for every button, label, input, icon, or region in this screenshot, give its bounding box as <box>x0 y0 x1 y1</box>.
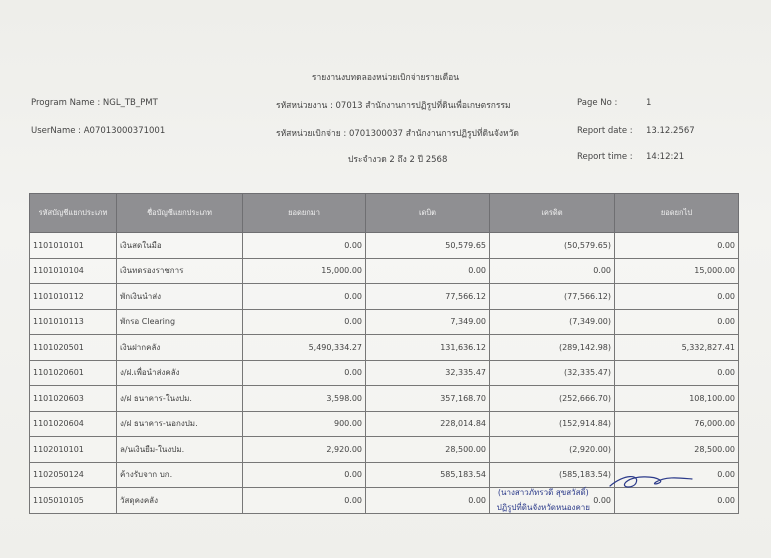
cell-account-code: 1101020601 <box>30 360 117 386</box>
page-label: Page No : <box>577 98 618 108</box>
cell-credit: 0.00 <box>490 258 615 284</box>
cell-closing: 0.00 <box>615 309 739 335</box>
cell-account-name: ง/ฝ ธนาคาร-นอกงปม. <box>117 411 243 437</box>
cell-account-name: พักรอ Clearing <box>117 309 243 335</box>
cell-account-name: เงินสดในมือ <box>117 233 243 259</box>
cell-closing: 5,332,827.41 <box>615 335 739 361</box>
table-row <box>30 258 739 284</box>
cell-debit: 50,579.65 <box>366 233 490 259</box>
report-date: 13.12.2567 <box>646 126 695 136</box>
trial-balance-table <box>29 193 739 514</box>
cell-credit: (289,142.98) <box>490 335 615 361</box>
handwritten-signature <box>606 470 696 492</box>
cell-debit: 28,500.00 <box>366 437 490 463</box>
cell-opening: 5,490,334.27 <box>243 335 366 361</box>
cell-account-code: 1105010105 <box>30 488 117 514</box>
table-row <box>30 437 739 463</box>
cell-opening: 900.00 <box>243 411 366 437</box>
table-row <box>30 309 739 335</box>
cell-credit: (32,335.47) <box>490 360 615 386</box>
user-name: UserName : A07013000371001 <box>31 126 166 136</box>
table-row <box>30 411 739 437</box>
disbursement-unit: รหัสหน่วยเบิกจ่าย : 0701300037 สำนักงานการปฏิรูปที่ดินจังหวัด <box>276 129 519 139</box>
official-stamp <box>497 485 590 515</box>
table-row <box>30 335 739 361</box>
cell-debit: 585,183.54 <box>366 462 490 488</box>
cell-account-code: 1101010113 <box>30 309 117 335</box>
cell-account-name: เงินทดรองราชการ <box>117 258 243 284</box>
cell-opening: 0.00 <box>243 233 366 259</box>
cell-closing: 28,500.00 <box>615 437 739 463</box>
page-number: 1 <box>646 98 652 108</box>
report-time-label: Report time : <box>577 152 633 162</box>
cell-account-code: 1101020501 <box>30 335 117 361</box>
header-account-name: ชื่อบัญชีแยกประเภท <box>117 194 243 233</box>
cell-account-code: 1101010112 <box>30 284 117 310</box>
cell-closing: 0.00 <box>615 233 739 259</box>
cell-account-code: 1101010104 <box>30 258 117 284</box>
cell-closing: 0.00 <box>615 462 739 488</box>
table-header-row <box>30 194 739 233</box>
cell-account-name: ง/ฝ ธนาคาร-ในงปม. <box>117 386 243 412</box>
cell-opening: 0.00 <box>243 360 366 386</box>
cell-debit: 77,566.12 <box>366 284 490 310</box>
table-row <box>30 360 739 386</box>
cell-credit <box>490 488 615 514</box>
stamp-title: ปฏิรูปที่ดินจังหวัดหนองคาย <box>496 503 590 512</box>
cell-opening: 2,920.00 <box>243 437 366 463</box>
cell-account-name: ง/ฝ.เพื่อนำส่งคลัง <box>117 360 243 386</box>
header-account-code: รหัสบัญชีแยกประเภท <box>30 194 117 233</box>
cell-account-name: วัสดุคงคลัง <box>117 488 243 514</box>
cell-debit: 131,636.12 <box>366 335 490 361</box>
cell-credit: (7,349.00) <box>490 309 615 335</box>
cell-debit: 32,335.47 <box>366 360 490 386</box>
cell-opening: 3,598.00 <box>243 386 366 412</box>
cell-closing: 76,000.00 <box>615 411 739 437</box>
cell-account-name: พักเงินนำส่ง <box>117 284 243 310</box>
cell-account-name: ค้างรับจาก บก. <box>117 462 243 488</box>
header-opening-balance: ยอดยกมา <box>243 194 366 233</box>
table-row <box>30 284 739 310</box>
report-time: 14:12:21 <box>646 152 685 162</box>
cell-credit: (585,183.54) <box>490 462 615 488</box>
cell-credit: (2,920.00) <box>490 437 615 463</box>
cell-credit-value: 0.00 <box>593 495 611 505</box>
cell-debit: 228,014.84 <box>366 411 490 437</box>
header-debit: เดบิต <box>366 194 490 233</box>
cell-opening: 0.00 <box>243 309 366 335</box>
cell-account-code: 1102010101 <box>30 437 117 463</box>
cell-debit: 0.00 <box>366 258 490 284</box>
header-credit: เครดิต <box>490 194 615 233</box>
cell-debit: 7,349.00 <box>366 309 490 335</box>
cell-account-code: 1101020604 <box>30 411 117 437</box>
cell-credit: (50,579.65) <box>490 233 615 259</box>
cell-closing: 0.00 <box>615 488 739 514</box>
cell-debit: 357,168.70 <box>366 386 490 412</box>
agency-code: รหัสหน่วยงาน : 07013 สำนักงานการปฏิรูปที่ดินเพื่อเกษตรกรรม <box>276 101 511 111</box>
report-title: รายงานงบทดลองหน่วยเบิกจ่ายรายเดือน <box>311 73 460 83</box>
report-date-label: Report date : <box>577 126 633 136</box>
cell-credit: (77,566.12) <box>490 284 615 310</box>
cell-account-name: เงินฝากคลัง <box>117 335 243 361</box>
cell-account-name: ล/นเงินยืม-ในงปม. <box>117 437 243 463</box>
table-row <box>30 233 739 259</box>
report-period: ประจำงวด 2 ถึง 2 ปี 2568 <box>348 155 448 165</box>
header-closing-balance: ยอดยกไป <box>615 194 739 233</box>
cell-account-code: 1101010101 <box>30 233 117 259</box>
cell-account-code: 1102050124 <box>30 462 117 488</box>
cell-opening: 15,000.00 <box>243 258 366 284</box>
cell-account-code: 1101020603 <box>30 386 117 412</box>
cell-debit: 0.00 <box>366 488 490 514</box>
cell-opening: 0.00 <box>243 462 366 488</box>
stamp-name: (นางสาวภัทรวดี สุขสวัสดิ์) <box>497 488 589 497</box>
cell-closing: 0.00 <box>615 284 739 310</box>
cell-closing: 0.00 <box>615 360 739 386</box>
cell-opening: 0.00 <box>243 284 366 310</box>
cell-closing: 108,100.00 <box>615 386 739 412</box>
cell-opening: 0.00 <box>243 488 366 514</box>
cell-credit: (252,666.70) <box>490 386 615 412</box>
cell-closing: 15,000.00 <box>615 258 739 284</box>
table-row <box>30 386 739 412</box>
cell-credit: (152,914.84) <box>490 411 615 437</box>
program-name: Program Name : NGL_TB_PMT <box>31 98 158 108</box>
